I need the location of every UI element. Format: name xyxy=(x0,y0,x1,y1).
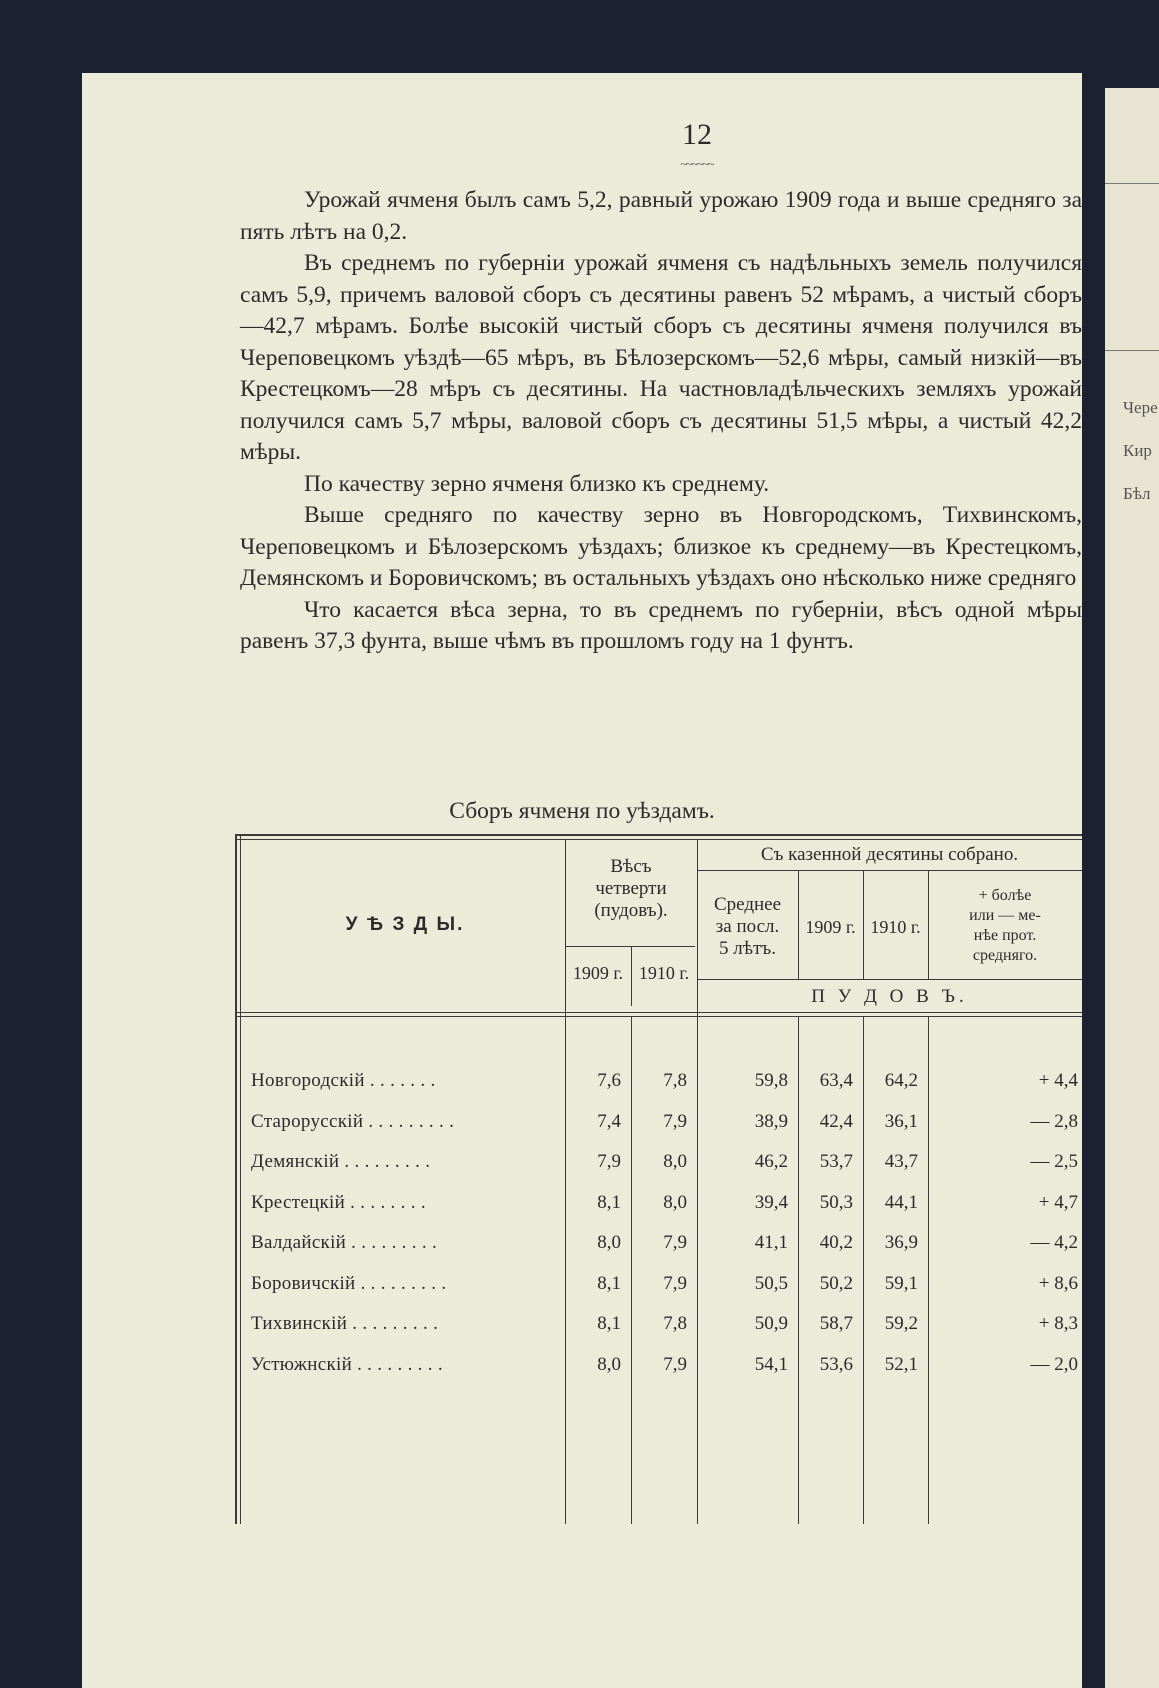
table-row xyxy=(235,1151,1082,1181)
cell-y1909: 50,3 xyxy=(819,1191,853,1213)
cell-w1910: 7,9 xyxy=(663,1110,687,1132)
cell-y1909: 42,4 xyxy=(819,1110,853,1132)
header-weight-line-3: (пудовъ). xyxy=(594,900,668,921)
adjacent-label-1: Чере xyxy=(1123,398,1158,417)
header-weight-line-1: Вѣсъ xyxy=(610,856,652,877)
cell-avg: 50,5 xyxy=(754,1272,788,1294)
cell-name: Крестецкій . . . . . . . . xyxy=(251,1191,426,1213)
cell-y1909: 50,2 xyxy=(819,1272,853,1294)
col-rule-1 xyxy=(565,840,566,1524)
paragraph-5: Что касается вѣса зерна, то въ среднемъ по губерніи, вѣсъ одной мѣры равенъ 37,3 фунта, выше чѣмъ въ прошломъ году на 1 фунтъ. xyxy=(240,596,1082,654)
paragraph-1: Урожай ячменя былъ самъ 5,2, равный урожаю 1909 года и выше средняго за пять лѣтъ на 0,2. xyxy=(240,187,1082,245)
cell-avg: 46,2 xyxy=(754,1151,788,1172)
adjacent-rule-1 xyxy=(1105,183,1159,184)
group-header-rule xyxy=(697,870,1082,871)
cell-y1909: 53,6 xyxy=(819,1353,853,1375)
cell-name: Валдайскій . . . . . . . . . xyxy=(251,1232,438,1253)
table-row xyxy=(235,1192,1082,1222)
header-bottom-rule-2 xyxy=(235,1016,1082,1017)
header-diff-line-2: или — ме- xyxy=(969,907,1041,924)
cell-w1909: 8,0 xyxy=(597,1232,621,1253)
cell-y1910: 59,1 xyxy=(884,1272,918,1294)
paragraph-2: Въ среднемъ по губерніи урожай ячменя съ надѣльныхъ земель получился самъ 5,9, причемъ валовой сборъ съ десятины равенъ 52 мѣрамъ, а чистый сборъ —42,7 мѣрамъ. Болѣе высокій чистый сборъ съ десятины ячменя получился въ Череповецкомъ уѣздѣ—65 мѣръ, въ Бѣлозерскомъ—52,6 мѣры, самый низкій—въ Крестецкомъ—28 мѣръ съ десятины. На частновладѣльческихъ земляхъ урожай получился самъ 5,7 мѣры, валовой сборъ съ десятины 51,5 мѣры, а чистый 42,2 мѣры. xyxy=(240,250,1082,465)
cell-diff: — 2,0 xyxy=(1030,1353,1078,1375)
table-row xyxy=(235,1354,1082,1384)
table-row xyxy=(235,1070,1082,1100)
header-avg-line-2: за посл. xyxy=(715,916,780,937)
cell-w1909: 7,4 xyxy=(597,1110,621,1132)
table-row xyxy=(235,1232,1082,1262)
cell-avg: 38,9 xyxy=(754,1110,788,1132)
cell-y1910: 36,9 xyxy=(884,1232,918,1253)
table-row xyxy=(235,1313,1082,1343)
header-avg-5yr xyxy=(697,894,798,960)
table-row xyxy=(235,1111,1082,1141)
cell-name: Новгородскій . . . . . . . xyxy=(251,1070,436,1091)
cell-w1910: 8,0 xyxy=(663,1191,687,1213)
cell-diff: + 4,4 xyxy=(1038,1070,1078,1091)
unit-header-rule xyxy=(697,979,1082,980)
header-weight xyxy=(565,856,697,922)
table-top-rule-2 xyxy=(235,839,1082,840)
adjacent-label-3: Бѣл xyxy=(1123,484,1151,503)
cell-name: Старорусскій . . . . . . . . . xyxy=(251,1110,455,1132)
header-unit: П У Д О В Ъ. xyxy=(811,986,968,1007)
cell-w1910: 7,9 xyxy=(663,1232,687,1253)
body-text xyxy=(240,185,1082,658)
header-weight-line-2: четверти xyxy=(595,878,667,899)
cell-y1910: 52,1 xyxy=(884,1353,918,1375)
cell-diff: — 2,8 xyxy=(1030,1110,1078,1132)
cell-y1909: 63,4 xyxy=(819,1070,853,1091)
cell-avg: 54,1 xyxy=(754,1353,788,1375)
cell-w1910: 7,9 xyxy=(663,1353,687,1375)
cell-w1909: 7,6 xyxy=(597,1070,621,1091)
adjacent-page-edge xyxy=(1105,88,1159,1688)
cell-y1909: 53,7 xyxy=(819,1151,853,1172)
cell-w1910: 7,8 xyxy=(663,1313,687,1334)
page-number: 12 xyxy=(682,118,712,151)
cell-y1910: 64,2 xyxy=(884,1070,918,1091)
header-avg-line-3: 5 лѣтъ. xyxy=(719,938,776,959)
header-diff xyxy=(928,886,1082,966)
cell-w1910: 7,9 xyxy=(663,1272,687,1294)
header-diff-line-3: нѣе прот. xyxy=(973,927,1037,944)
cell-avg: 50,9 xyxy=(754,1313,788,1334)
table-caption: Сборъ ячменя по уѣздамъ. xyxy=(449,798,715,824)
cell-w1909: 7,9 xyxy=(597,1151,621,1172)
cell-diff: — 4,2 xyxy=(1030,1232,1078,1253)
cell-y1909: 58,7 xyxy=(819,1313,853,1334)
cell-diff: + 4,7 xyxy=(1038,1191,1078,1213)
adjacent-label-2: Кир xyxy=(1123,441,1152,460)
cell-name: Демянскій . . . . . . . . . xyxy=(251,1151,431,1172)
paragraph-4: Выше средняго по качеству зерно въ Новгородскомъ, Тихвинскомъ, Череповецкомъ и Бѣлозерскомъ уѣздахъ; близкое къ среднему—въ Крестецкомъ, Демянскомъ и Боровичскомъ; въ остальныхъ уѣздахъ оно нѣсколько ниже средняго xyxy=(240,502,1082,591)
cell-diff: — 2,5 xyxy=(1030,1151,1078,1172)
cell-diff: + 8,6 xyxy=(1038,1272,1078,1294)
cell-name: Устюжнскій . . . . . . . . . xyxy=(251,1353,443,1375)
cell-y1910: 44,1 xyxy=(884,1191,918,1213)
cell-w1910: 7,8 xyxy=(663,1070,687,1091)
cell-avg: 41,1 xyxy=(754,1232,788,1253)
header-bottom-rule xyxy=(235,1012,1082,1013)
paragraph-3: По качеству зерно ячменя близко къ среднему. xyxy=(304,470,770,497)
cell-w1909: 8,1 xyxy=(597,1191,621,1213)
book-page xyxy=(82,73,1082,1688)
cell-y1910: 59,2 xyxy=(884,1313,918,1334)
header-weight-1910: 1910 г. xyxy=(638,963,690,983)
header-yield-1909: 1909 г. xyxy=(805,917,856,937)
header-yield-1910: 1910 г. xyxy=(870,917,921,937)
cell-w1909: 8,1 xyxy=(597,1313,621,1334)
cell-w1909: 8,0 xyxy=(597,1353,621,1375)
cell-y1910: 43,7 xyxy=(884,1151,918,1172)
cell-w1909: 8,1 xyxy=(597,1272,621,1294)
cell-w1910: 8,0 xyxy=(663,1151,687,1172)
header-district: У Ѣ З Д Ы. xyxy=(345,914,465,935)
table-top-rule xyxy=(235,834,1082,836)
cell-name: Тихвинскій . . . . . . . . . xyxy=(251,1313,439,1334)
header-yield-group: Съ казенной десятины собрано. xyxy=(760,844,1019,865)
cell-avg: 59,8 xyxy=(754,1070,788,1091)
cell-name: Боровичскій . . . . . . . . . xyxy=(251,1272,447,1294)
page-number-ornament: ~~~~~~ xyxy=(680,157,714,171)
cell-diff: + 8,3 xyxy=(1038,1313,1078,1334)
table-row xyxy=(235,1273,1082,1303)
barley-yield-table xyxy=(235,834,1082,1524)
cell-avg: 39,4 xyxy=(754,1191,788,1213)
adjacent-rule-2 xyxy=(1105,350,1159,351)
header-diff-line-1: + болѣе xyxy=(978,887,1032,904)
header-avg-line-1: Среднее xyxy=(713,894,782,915)
header-diff-line-4: средняго. xyxy=(972,947,1038,964)
cell-y1909: 40,2 xyxy=(819,1232,853,1253)
cell-y1910: 36,1 xyxy=(884,1110,918,1132)
header-weight-1909: 1909 г. xyxy=(572,963,624,983)
year-header-rule xyxy=(565,946,695,947)
